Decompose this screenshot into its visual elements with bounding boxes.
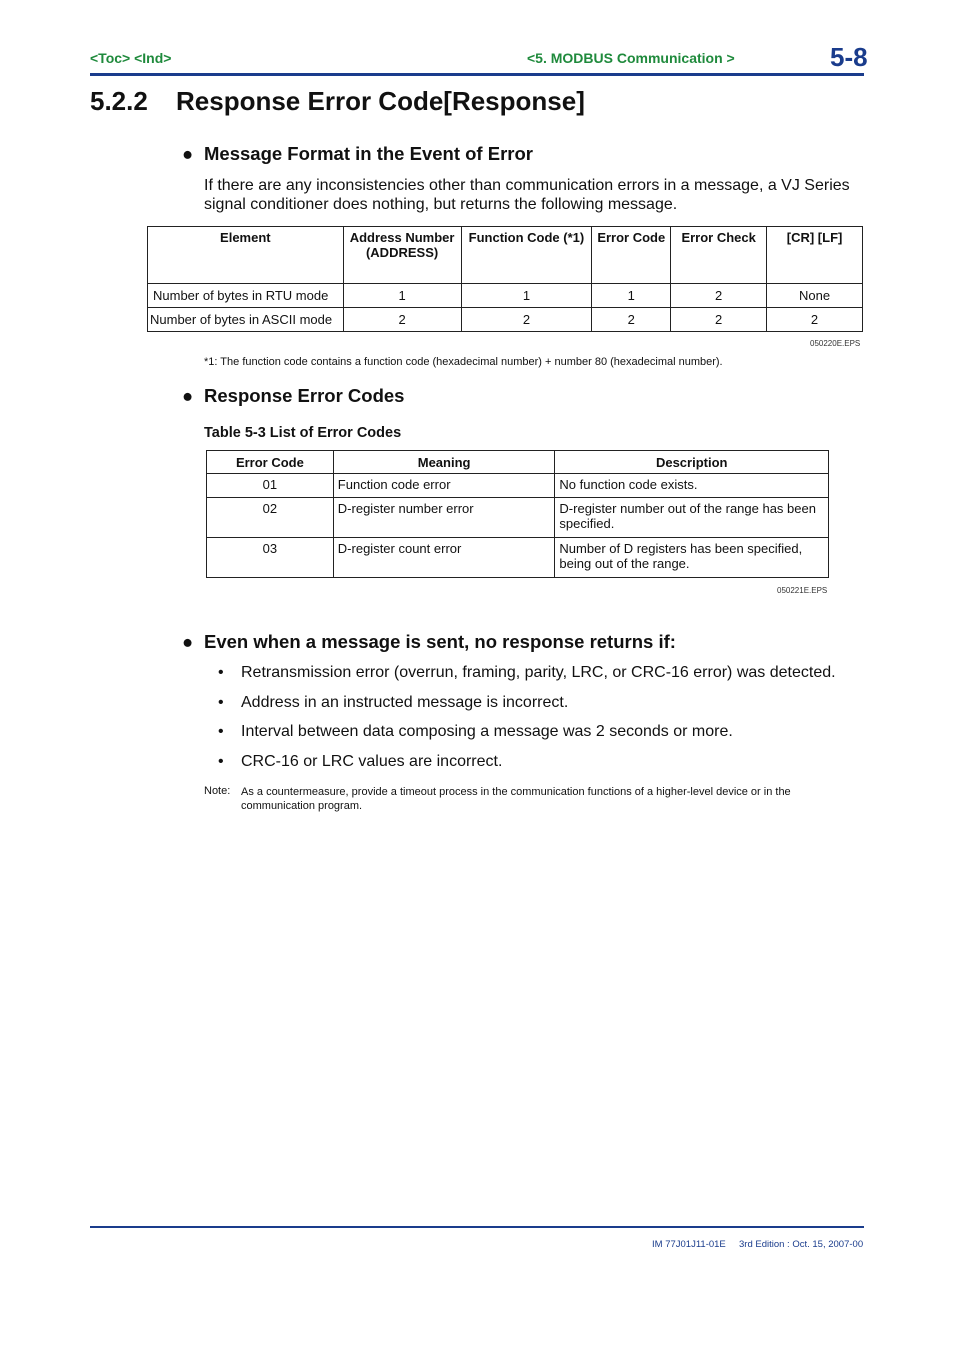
footer-doc-id: IM 77J01J11-01E: [652, 1239, 726, 1250]
header-cell: Error Check: [671, 227, 767, 284]
table-cell: D-register number out of the range has been specified.: [555, 498, 829, 538]
list-item: [218, 753, 503, 771]
bullet-circle-icon: ●: [182, 143, 194, 164]
table-cell: D-register number error: [333, 498, 555, 538]
table-cell: 2: [671, 308, 767, 332]
eps-label: 050221E.EPS: [777, 586, 828, 595]
header-cell: Error Code: [207, 451, 334, 474]
page-title: [90, 86, 585, 117]
table-cell: 2: [671, 284, 767, 308]
table-cell: D-register count error: [333, 538, 555, 578]
heading-text: Even when a message is sent, no response returns if:: [204, 631, 676, 652]
page-number: 5-8: [830, 42, 868, 72]
list-item-text: Address in an instructed message is incorrect.: [241, 694, 569, 711]
table-header-row: [207, 451, 829, 474]
table-cell: 2: [767, 308, 863, 332]
table-cell: Number of D registers has been specified, being out of the range.: [555, 538, 829, 578]
table-cell: 1: [343, 284, 461, 308]
table-cell: Number of bytes in RTU mode: [148, 284, 344, 308]
header-cell: Function Code (*1): [461, 227, 592, 284]
table-row: [207, 538, 829, 578]
bullet-dot-icon: •: [218, 694, 224, 711]
header-cell: Address Number (ADDRESS): [343, 227, 461, 284]
header-cell: Description: [555, 451, 829, 474]
header-cell: Error Code: [592, 227, 671, 284]
table-cell: 2: [592, 308, 671, 332]
list-item: [218, 723, 733, 741]
header-cell: Meaning: [333, 451, 555, 474]
toc-ind-link[interactable]: <Toc> <Ind>: [90, 50, 172, 66]
bullet-circle-icon: ●: [182, 385, 194, 406]
intro-paragraph: If there are any inconsistencies other than communication errors in a message, a VJ Series signal conditioner does nothing, but returns the following message.: [204, 177, 850, 213]
table-cell: 03: [207, 538, 334, 578]
table-cell: No function code exists.: [555, 474, 829, 498]
table-row: [207, 474, 829, 498]
bullet-dot-icon: •: [218, 723, 224, 740]
table-cell: 2: [343, 308, 461, 332]
table-caption: Table 5-3 List of Error Codes: [204, 425, 402, 441]
heading-text: Message Format in the Event of Error: [204, 143, 533, 164]
heading-text: Response Error Codes: [204, 385, 405, 406]
header-cell: Element: [148, 227, 344, 284]
table-cell: 2: [461, 308, 592, 332]
bullet-circle-icon: ●: [182, 631, 194, 652]
table-cell: 01: [207, 474, 334, 498]
bullet-dot-icon: •: [218, 664, 224, 681]
footer-edition: 3rd Edition : Oct. 15, 2007-00: [739, 1239, 864, 1250]
section-heading-no-response: [182, 631, 676, 653]
list-item: [218, 664, 836, 682]
table-cell: Function code error: [333, 474, 555, 498]
header-cell: [CR] [LF]: [767, 227, 863, 284]
list-item-text: Retransmission error (overrun, framing, parity, LRC, or CRC-16 error) was detected.: [241, 664, 836, 681]
table-cell: Number of bytes in ASCII mode: [148, 308, 344, 332]
note-label: Note:: [204, 785, 231, 797]
table-header-row: [148, 227, 863, 284]
title-number: 5.2.2: [90, 86, 148, 116]
header-rule: [90, 73, 864, 76]
footnote: *1: The function code contains a function code (hexadecimal number) + number 80 (hexadecimal number).: [204, 356, 723, 368]
note-text: As a countermeasure, provide a timeout process in the communication functions of a higher-level device or in the communication program.: [241, 786, 791, 812]
list-item: [218, 694, 569, 712]
table-cell: 1: [461, 284, 592, 308]
table-cell: 02: [207, 498, 334, 538]
footer-rule: [90, 1226, 864, 1228]
title-text: Response Error Code[Response]: [176, 86, 585, 116]
section-heading-response-codes: [182, 385, 404, 407]
table-cell: None: [767, 284, 863, 308]
message-format-table: [147, 226, 863, 332]
table-cell: 1: [592, 284, 671, 308]
eps-label: 050220E.EPS: [810, 339, 861, 348]
table-row: [148, 308, 863, 332]
list-item-text: CRC-16 or LRC values are incorrect.: [241, 753, 503, 770]
section-link[interactable]: <5. MODBUS Communication >: [527, 50, 735, 66]
section-heading-message-format: [182, 143, 533, 165]
error-codes-table: [206, 450, 829, 578]
bullet-dot-icon: •: [218, 753, 224, 770]
table-row: [148, 284, 863, 308]
table-row: [207, 498, 829, 538]
list-item-text: Interval between data composing a message was 2 seconds or more.: [241, 723, 733, 740]
